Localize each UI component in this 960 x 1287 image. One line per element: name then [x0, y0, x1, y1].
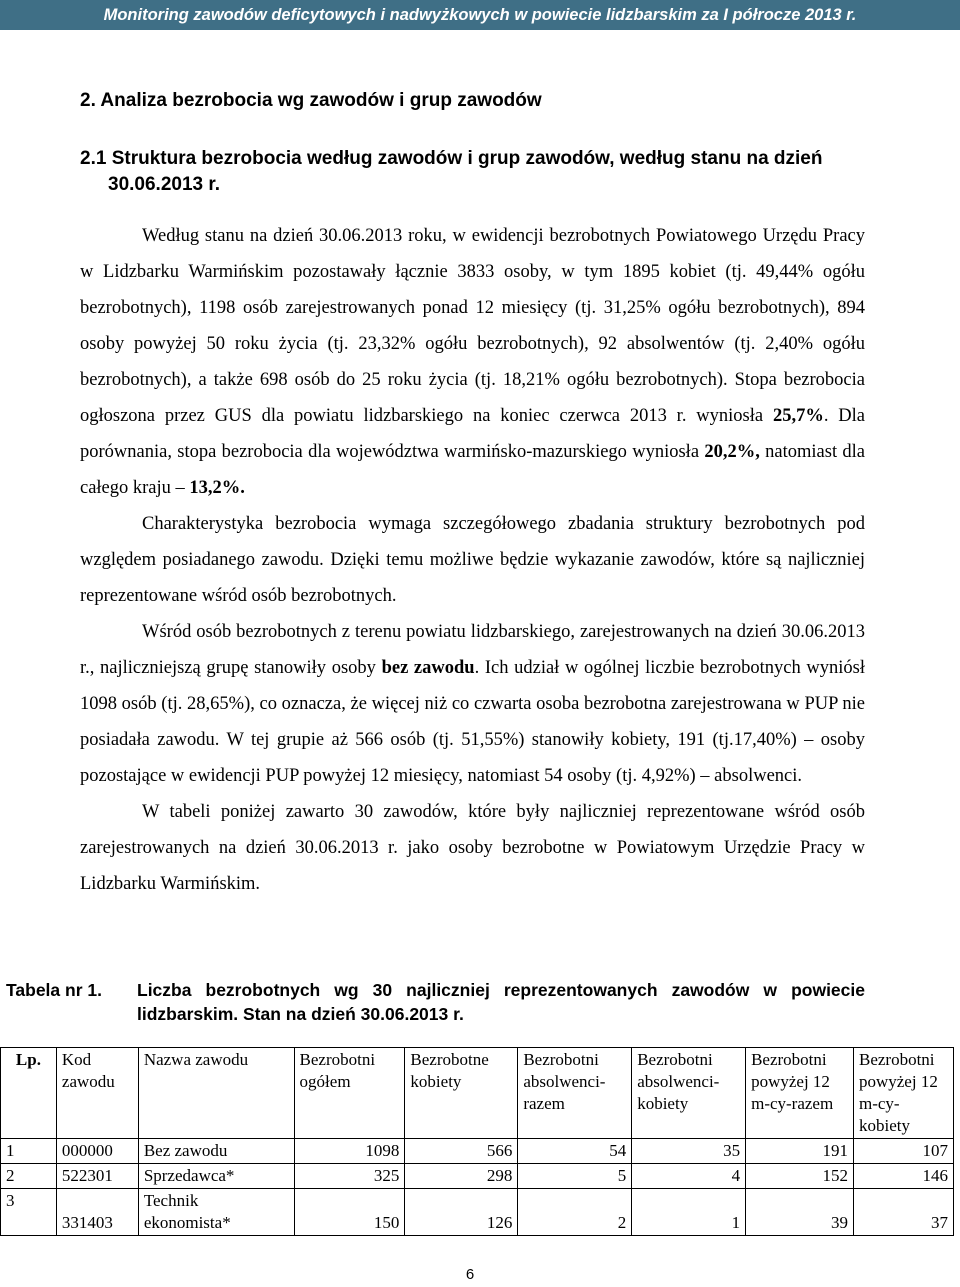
paragraph-table-intro: W tabeli poniżej zawarto 30 zawodów, które były najliczniej reprezentowane wśród osób zarejestrowanych na dzień 30.06.2013 r. jako osoby bezrobotne w Powiatowym Urzędzie Pracy w Lidzbarku Warmińskim.	[80, 802, 865, 894]
row-longterm-women: 37	[853, 1189, 953, 1236]
header-longterm-total: Bezrobotni powyżej 12 m-cy-razem	[746, 1048, 854, 1139]
row-total: 1098	[294, 1139, 405, 1164]
subsection-heading-line2: 30.06.2013 r.	[108, 174, 220, 195]
table-header-row	[1, 1048, 954, 1139]
row-lp: 1	[1, 1139, 57, 1164]
table-caption-label: Tabela nr 1.	[6, 980, 102, 1000]
row-name: Sprzedawca*	[138, 1164, 294, 1189]
header-women: Bezrobotne kobiety	[405, 1048, 518, 1139]
row-graduates-total: 2	[518, 1189, 632, 1236]
paragraph-characteristics: Charakterystyka bezrobocia wymaga szczegółowego zbadania struktury bezrobotnych pod względem posiadanego zawodu. Dzięki temu możliwe będzie wykazanie zawodów, które są najliczniej reprezentowane wśród osób bezrobotnych.	[80, 514, 865, 606]
row-lp: 3	[1, 1189, 57, 1236]
subsection-heading-line1: 2.1 Struktura bezrobocia według zawodów i grup zawodów, według stanu na dzień	[80, 148, 823, 169]
row-name: Bez zawodu	[138, 1139, 294, 1164]
paragraph-no-profession	[80, 614, 865, 794]
header-total: Bezrobotni ogółem	[294, 1048, 405, 1139]
paragraph-no-profession-text-2: . Ich udział w ogólnej liczbie bezrobotnych wyniósł 1098 osób (tj. 28,65%), co oznacza, że więcej niż co czwarta osoba bezrobotna zarejestrowana w PUP nie posiadała zawodu. W tej grupie aż 566 osób (tj. 51,55%) stanowiły kobiety, 191 (tj.17,40%) – osoby pozostające w ewidencji PUP powyżej 12 miesięcy, natomiast 54 osoby (tj. 4,92%) – absolwenci.	[80, 658, 865, 786]
header-graduates-total: Bezrobotni absolwenci-razem	[518, 1048, 632, 1139]
row-women: 298	[405, 1164, 518, 1189]
table-row	[1, 1139, 954, 1164]
running-header	[0, 0, 960, 30]
row-longterm-total: 39	[746, 1189, 854, 1236]
row-total: 150	[294, 1189, 405, 1236]
county-rate-value: 25,7%	[772, 406, 824, 426]
subsection-heading	[80, 146, 845, 198]
paragraph-statistics	[80, 218, 865, 506]
national-rate-value: 13,2%.	[189, 478, 245, 498]
row-longterm-women: 107	[853, 1139, 953, 1164]
table-row	[1, 1189, 954, 1236]
row-code: 000000	[56, 1139, 138, 1164]
row-longterm-total: 152	[746, 1164, 854, 1189]
header-code: Kod zawodu	[56, 1048, 138, 1139]
paragraph-statistics-text: Według stanu na dzień 30.06.2013 roku, w ewidencji bezrobotnych Powiatowego Urzędu Pracy w Lidzbarku Warmińskim pozostawały łącznie 3833 osoby, w tym 1895 kobiet (tj. 49,44% ogółu bezrobotnych), 1198 osób zarejestrowanych ponad 12 miesięcy (tj. 31,25% ogółu bezrobotnych), 894 osoby powyżej 50 roku życia (tj. 23,32% ogółu bezrobotnych), 92 absolwentów (tj. 2,40% ogółu bezrobotnych), a także 698 osób do 25 roku życia (tj. 18,21% ogółu bezrobotnych). Stopa bezrobocia ogłoszona przez GUS dla powiatu lidzbarskiego na koniec czerwca 2013 r. wyniosła	[80, 226, 865, 426]
header-graduates-women: Bezrobotni absolwenci-kobiety	[632, 1048, 746, 1139]
paragraph-no-profession-text: Wśród osób bezrobotnych z terenu powiatu lidzbarskiego, zarejestrowanych na dzień 30.06.2013 r., najliczniejszą grupę stanowiły osoby	[80, 622, 865, 678]
row-name: Technik ekonomista*	[138, 1189, 294, 1236]
row-graduates-women: 1	[632, 1189, 746, 1236]
row-graduates-women: 35	[632, 1139, 746, 1164]
paragraph-statistics-text-2: . Dla porównania, stopa bezrobocia dla województwa warmińsko-mazurskiego wyniosła	[80, 406, 865, 462]
row-graduates-total: 54	[518, 1139, 632, 1164]
header-lp: Lp.	[1, 1048, 57, 1139]
row-women: 566	[405, 1139, 518, 1164]
row-women: 126	[405, 1189, 518, 1236]
header-name: Nazwa zawodu	[138, 1048, 294, 1139]
row-longterm-total: 191	[746, 1139, 854, 1164]
running-header-title: Monitoring zawodów deficytowych i nadwyżkowych w powiecie lidzbarskim za I półrocze 2013 r.	[103, 6, 857, 24]
row-total: 325	[294, 1164, 405, 1189]
row-longterm-women: 146	[853, 1164, 953, 1189]
occupation-table	[0, 1047, 954, 1236]
section-heading: 2. Analiza bezrobocia wg zawodów i grup zawodów	[80, 90, 542, 111]
paragraph-statistics-text-3: natomiast dla całego kraju –	[80, 442, 865, 498]
row-lp: 2	[1, 1164, 57, 1189]
page-number: 6	[465, 1266, 475, 1283]
header-longterm-women: Bezrobotni powyżej 12 m-cy-kobiety	[853, 1048, 953, 1139]
body-text	[80, 218, 865, 902]
table-caption-text: Liczba bezrobotnych wg 30 najliczniej reprezentowanych zawodów w powiecie lidzbarskim. Stan na dzień 30.06.2013 r.	[137, 980, 865, 1024]
no-profession-term: bez zawodu	[381, 658, 475, 678]
voivodeship-rate-value: 20,2%,	[704, 442, 760, 462]
table-row	[1, 1164, 954, 1189]
row-code: 331403	[56, 1189, 138, 1236]
row-graduates-women: 4	[632, 1164, 746, 1189]
row-graduates-total: 5	[518, 1164, 632, 1189]
row-code: 522301	[56, 1164, 138, 1189]
